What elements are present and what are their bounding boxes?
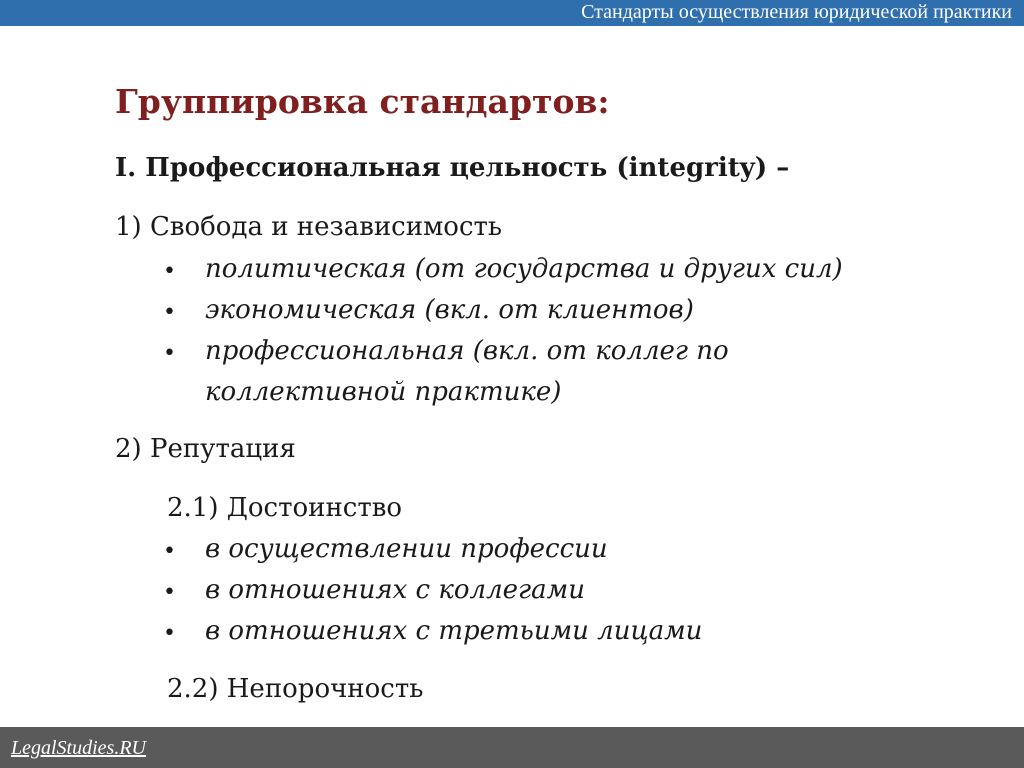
item-2-label: 2) Репутация bbox=[115, 434, 296, 464]
item-2-2-label: 2.2) Непорочность bbox=[167, 674, 424, 704]
item-1-bullet-3: профессиональная (вкл. от коллег по bbox=[205, 336, 729, 366]
item-1-bullet-2: экономическая (вкл. от клиентов) bbox=[205, 295, 694, 325]
item-2-1-label: 2.1) Достоинство bbox=[167, 493, 403, 523]
item-2-1-bullet-2: в отношениях с коллегами bbox=[205, 575, 585, 605]
bullet-icon: • bbox=[163, 539, 176, 564]
item-2-1-bullet-1: в осуществлении профессии bbox=[205, 534, 608, 564]
slide-title: Группировка стандартов: bbox=[115, 82, 610, 121]
section-title: I. Профессиональная цельность (integrity) – bbox=[115, 153, 790, 183]
footer-bar bbox=[0, 727, 1024, 768]
footer-brand-link[interactable]: LegalStudies.RU bbox=[11, 737, 146, 759]
item-1-bullet-3-cont: коллективной практике) bbox=[205, 377, 562, 407]
item-1-bullet-1: политическая (от государства и других сил) bbox=[205, 254, 843, 284]
bullet-icon: • bbox=[163, 621, 176, 646]
bullet-icon: • bbox=[163, 341, 176, 366]
header-title: Стандарты осуществления юридической практики bbox=[581, 1, 1012, 23]
bullet-icon: • bbox=[163, 300, 176, 325]
bullet-icon: • bbox=[163, 580, 176, 605]
item-1-label: 1) Свобода и независимость bbox=[115, 212, 503, 242]
item-2-1-bullet-3: в отношениях с третьими лицами bbox=[205, 616, 703, 646]
header-bar bbox=[0, 0, 1024, 26]
bullet-icon: • bbox=[163, 259, 176, 284]
